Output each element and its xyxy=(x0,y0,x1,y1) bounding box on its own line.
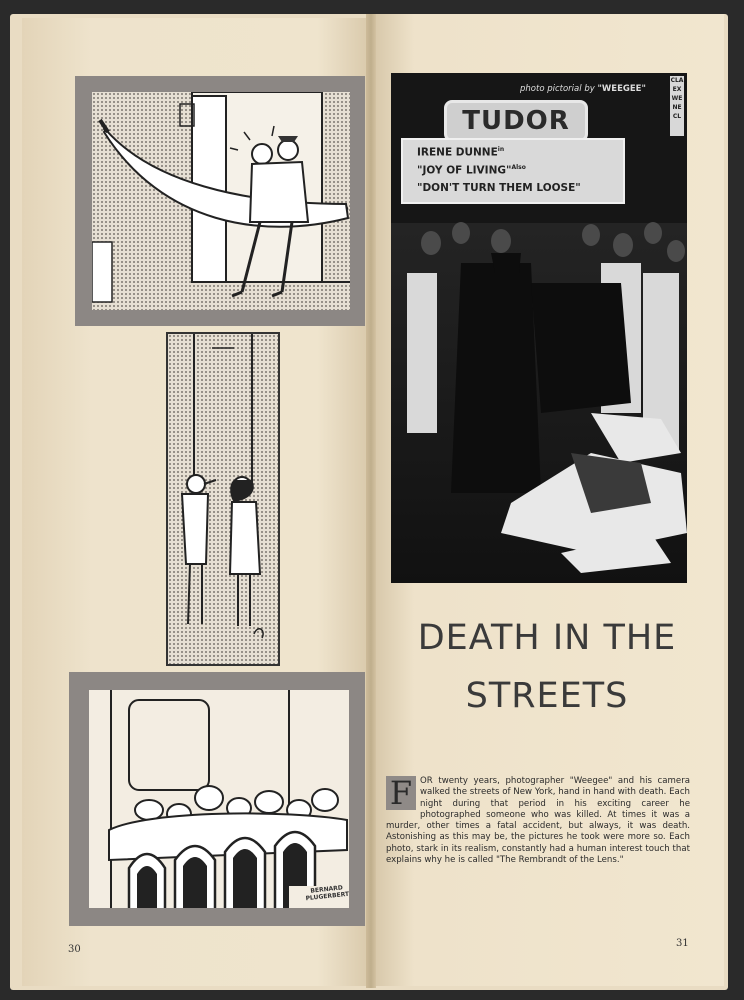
headline-line-1: DEATH IN THE xyxy=(417,618,677,658)
theater-marquee xyxy=(401,138,625,204)
headline-line-2: STREETS xyxy=(465,676,629,716)
groom-carrying-bride-icon xyxy=(92,92,350,310)
artist-signature: BERNARD PLUGERBERT xyxy=(305,884,349,903)
article-text: OR twenty years, photographer "Weegee" and his camera walked the streets of New York, hand in hand with death. Each night during that period in his exciting career he photographed someone who was killed. At times it was a murder, other times a fatal accident, but always, it was death. Astonishing as this may be, the pictures he took were more so. Each photo, stark in its realism, constantly had a human interest touch that explains why he is called "The Rembrandt of the Lens." xyxy=(386,776,690,866)
marquee-line-3: "DON'T TURN THEM LOOSE" xyxy=(417,182,581,194)
photo-credit: photo pictorial by "WEEGEE" xyxy=(520,84,646,94)
theater-sign: TUDOR xyxy=(444,100,588,142)
hammock-cartoon-frame xyxy=(75,76,365,326)
page-number-right: 31 xyxy=(676,938,689,949)
hammock-cartoon xyxy=(92,92,350,310)
hanging-couple-icon xyxy=(168,334,278,664)
theater-audience-icon xyxy=(89,690,349,908)
couple-cartoon xyxy=(166,332,280,666)
drop-cap: F xyxy=(386,776,416,810)
side-sign: CLA EX WE NE CL xyxy=(670,76,684,136)
page-number-left: 30 xyxy=(68,944,81,955)
theater-cartoon-frame xyxy=(69,672,365,926)
article-body xyxy=(386,776,690,866)
marquee-line-2: "JOY OF LIVING"$^{Also}$ xyxy=(417,164,526,177)
marquee-line-1: IRENE $DUNNE^{in}$ xyxy=(417,146,505,159)
page-gutter xyxy=(366,14,376,988)
theater-cartoon xyxy=(89,690,349,908)
